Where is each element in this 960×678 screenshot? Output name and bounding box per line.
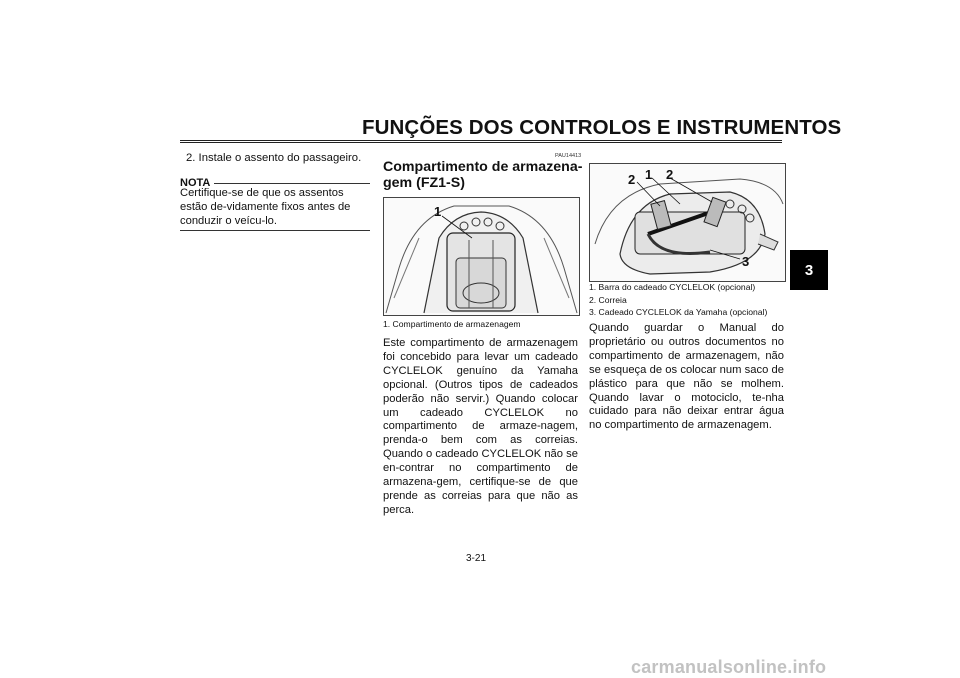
nota-top-rule	[214, 183, 370, 184]
body-paragraph-1: Este compartimento de armazenagem foi concebido para levar um cadeado CYCLELOK genuíno da Yamaha opcional. (Outros tipos de cadeados poderão não servir.) Quando colocar um cadeado CYCLELOK no compartimento de armaze-nagem, prenda-o bem com as correias. Quando o cadeado CYCLELOK não se en-contrar no compartimento de armazena-gem, certifique-se de que prende as correias para que não as perca.	[383, 337, 578, 516]
figure1-caption: 1. Compartimento de armazenagem	[383, 319, 521, 329]
site-watermark: carmanualsonline.info	[631, 657, 827, 677]
nota-label: NOTA	[180, 177, 211, 189]
chapter-tab: 3	[790, 250, 828, 290]
figure2-callout-3: 3	[742, 254, 750, 269]
section-title: Compartimento de armazena-gem (FZ1-S)	[383, 159, 583, 191]
header-rule	[180, 140, 782, 143]
section-code: PAU14413	[555, 153, 582, 159]
figure1-callout-1: 1	[434, 204, 442, 219]
step-2-text: 2. Instale o assento do passageiro.	[186, 152, 362, 164]
storage-compartment-illustration	[384, 198, 579, 315]
figure-cyclelok	[589, 163, 786, 282]
figure2-caption-1: 1. Barra do cadeado CYCLELOK (opcional)	[589, 282, 756, 292]
body-paragraph-2: Quando guardar o Manual do proprietário ou outros documentos no compartimento de armazenagem, não se esqueça de os colocar num saco de plástico para que não se molhem. Quando lavar o motociclo, te-nha cuidado para não deixar entrar água no compartimento de armazenagem.	[589, 322, 784, 432]
nota-text: Certifique-se de que os assentos estão de-vidamente fixos antes de conduzir o veícu-lo.	[180, 187, 351, 227]
nota-bottom-rule	[180, 230, 370, 231]
figure2-callout-1: 1	[645, 167, 653, 182]
page-header-title: FUNÇÕES DOS CONTROLOS E INSTRUMENTOS	[362, 116, 842, 139]
figure2-caption-2: 2. Correia	[589, 294, 627, 305]
cyclelok-illustration	[590, 164, 785, 281]
figure2-caption-3: 3. Cadeado CYCLELOK da Yamaha (opcional)	[589, 307, 768, 317]
figure-storage-compartment	[383, 197, 580, 316]
figure2-captions	[589, 281, 767, 319]
figure2-callout-2a: 2	[628, 172, 636, 187]
figure2-callout-2b: 2	[666, 167, 674, 182]
page-number: 3-21	[466, 553, 487, 564]
